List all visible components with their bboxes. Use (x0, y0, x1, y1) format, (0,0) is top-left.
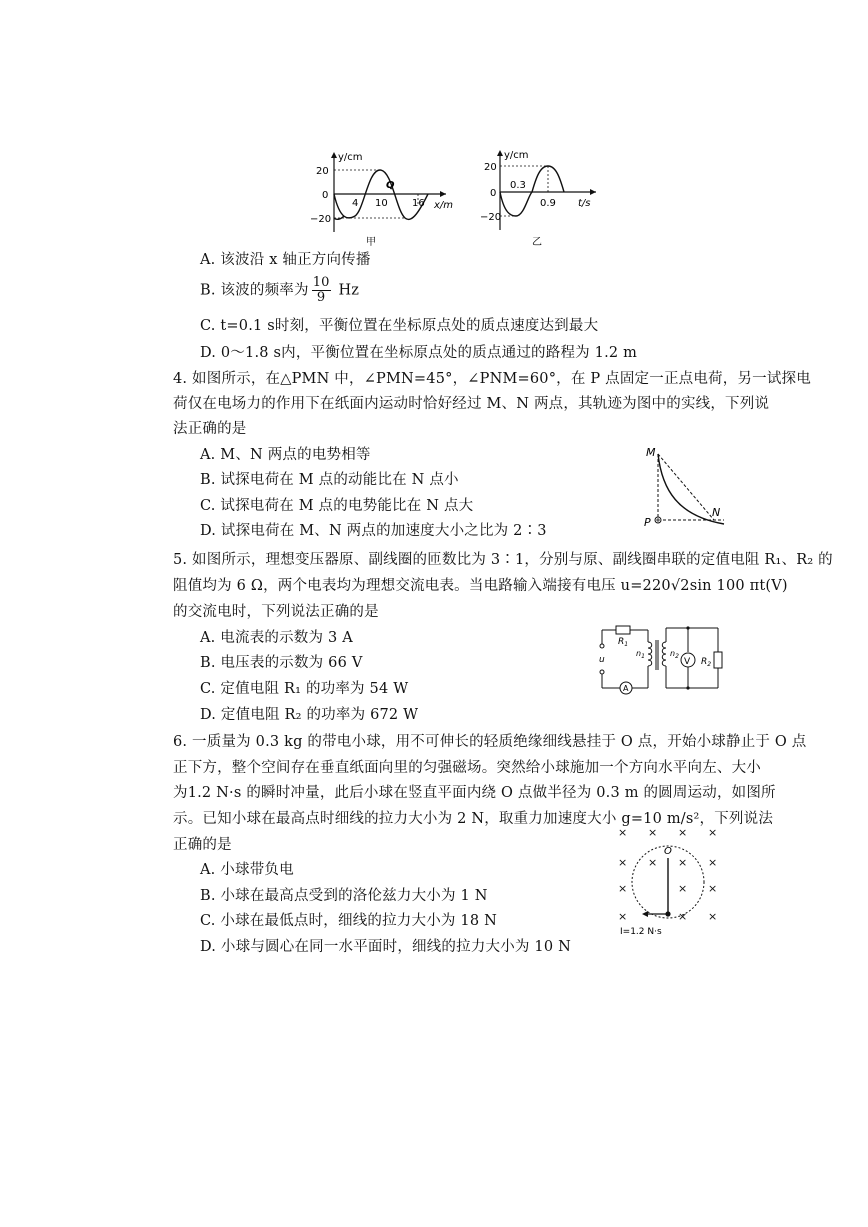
triangle-label-n: N (712, 506, 721, 519)
triangle-label-p: P (644, 516, 651, 529)
svg-text:×: × (678, 856, 688, 869)
jia-tick-0: 0 (322, 190, 329, 201)
voltmeter-icon: V (684, 657, 691, 667)
circuit-n2-label: $n_2$ (670, 649, 679, 660)
q3-option-b-unit: Hz (333, 282, 360, 299)
yi-y-axis-label: y/cm (504, 150, 529, 161)
jia-y-axis-label: y/cm (338, 152, 363, 163)
field-impulse-label: I=1.2 N·s (620, 927, 662, 937)
circuit-r1-label: $R_1$ (618, 637, 629, 648)
yi-tick-0.3: 0.3 (510, 180, 526, 191)
yi-x-axis-label: t/s (578, 198, 591, 209)
yi-figure-label: 乙 (532, 237, 542, 248)
triangle-label-m: M (646, 446, 656, 459)
q6-option-a: A. 小球带负电 (200, 862, 294, 878)
circuit-n1-label: $n_1$ (636, 649, 645, 660)
jia-tick-4: 4 (352, 198, 359, 209)
jia-tick-20: 20 (316, 166, 329, 177)
svg-text:×: × (618, 826, 628, 839)
yi-tick-0: 0 (490, 188, 497, 199)
q4-stem-line3: 法正确的是 (173, 421, 247, 437)
svg-text:×: × (678, 826, 688, 839)
q5-stem-line1: 5. 如图所示，理想变压器原、副线圈的匝数比为 3∶1，分别与原、副线圈串联的定值电阻 R₁、R₂ 的 (173, 552, 833, 568)
q6-option-d: D. 小球与圆心在同一水平面时，细线的拉力大小为 10 N (200, 939, 571, 955)
jia-figure-label: 甲 (366, 237, 376, 248)
q3-option-a: A. 该波沿 x 轴正方向传播 (200, 252, 371, 268)
svg-text:×: × (648, 826, 658, 839)
svg-text:×: × (708, 856, 718, 869)
q4-option-b: B. 试探电荷在 M 点的动能比在 N 点小 (200, 472, 459, 488)
circuit-r2-label: $R_2$ (701, 657, 712, 668)
q3-option-b-text: B. 该波的频率为 (200, 282, 309, 299)
figure-jia-wave (300, 148, 470, 248)
yi-tick-0.9: 0.9 (540, 198, 556, 209)
yi-tick-20: 20 (484, 162, 497, 173)
q3-option-c: C. t=0.1 s时刻，平衡位置在坐标原点处的质点速度达到最大 (200, 318, 599, 334)
q5-stem-line2: 阻值均为 6 Ω，两个电表均为理想交流电表。当电路输入端接有电压 u=220√2sin 100 πt(V) (173, 578, 788, 594)
yi-tick-neg20: −20 (480, 212, 502, 223)
q5-option-a: A. 电流表的示数为 3 A (200, 630, 353, 646)
q6-stem-line4: 示。已知小球在最高点时细线的拉力大小为 2 N，取重力加速度大小 g=10 m/s²，下列说法 (173, 811, 774, 827)
q5-option-c: C. 定值电阻 R₁ 的功率为 54 W (200, 681, 409, 697)
jia-tick-16: 16 (412, 198, 425, 209)
svg-text:×: × (618, 882, 628, 895)
q4-option-a: A. M、N 两点的电势相等 (200, 447, 371, 463)
ammeter-icon: A (623, 684, 629, 693)
q3-option-d: D. 0～1.8 s内，平衡位置在坐标原点处的质点通过的路程为 1.2 m (200, 345, 638, 361)
jia-x-axis-label: x/m (434, 200, 454, 211)
jia-tick-10: 10 (375, 198, 388, 209)
q6-option-c: C. 小球在最低点时，细线的拉力大小为 18 N (200, 913, 497, 929)
q5-option-d: D. 定值电阻 R₂ 的功率为 672 W (200, 707, 419, 723)
field-label-o: O (664, 846, 672, 857)
figure-yi-vibration (478, 148, 608, 248)
svg-text:×: × (618, 910, 628, 923)
svg-text:×: × (678, 882, 688, 895)
q4-stem-line1: 4. 如图所示，在△PMN 中，∠PMN=45°，∠PNM=60°，在 P 点固定一正点电荷，另一试探电 (173, 371, 811, 387)
figure-triangle-pmn (628, 440, 733, 535)
jia-tick-neg20: −20 (310, 214, 332, 225)
q6-option-b: B. 小球在最高点受到的洛伦兹力大小为 1 N (200, 888, 488, 904)
q6-stem-line5: 正确的是 (173, 837, 232, 853)
svg-text:×: × (708, 826, 718, 839)
q4-option-c: C. 试探电荷在 M 点的电势能比在 N 点大 (200, 498, 474, 514)
svg-text:×: × (678, 910, 688, 923)
q3-option-b (200, 276, 359, 305)
q5-stem-line3: 的交流电时，下列说法正确的是 (173, 604, 379, 620)
figure-magnetic-field (610, 822, 728, 940)
svg-text:×: × (648, 856, 658, 869)
jia-point-q: Q (386, 180, 395, 191)
figure-transformer-circuit (592, 620, 727, 702)
svg-text:×: × (708, 882, 718, 895)
q6-stem-line2: 正下方，整个空间存在垂直纸面向里的匀强磁场。突然给小球施加一个方向水平向左、大小 (173, 760, 761, 776)
q4-option-d: D. 试探电荷在 M、N 两点的加速度大小之比为 2∶3 (200, 523, 547, 539)
circuit-u-label: u (599, 655, 605, 665)
svg-text:×: × (708, 910, 718, 923)
q6-stem-line3: 为1.2 N·s 的瞬时冲量，此后小球在竖直平面内绕 O 点做半径为 0.3 m 的圆周运动，如图所 (173, 785, 776, 801)
q4-stem-line2: 荷仅在电场力的作用下在纸面内运动时恰好经过 M、N 两点，其轨迹为图中的实线，下列说 (173, 396, 770, 412)
q5-option-b: B. 电压表的示数为 66 V (200, 655, 363, 671)
q6-stem-line1: 6. 一质量为 0.3 kg 的带电小球，用不可伸长的轻质绝缘细线悬挂于 O 点，开始小球静止于 O 点 (173, 734, 807, 750)
svg-text:×: × (618, 856, 628, 869)
q3-option-b-fraction: $\frac{10}{9}$ (312, 275, 330, 305)
